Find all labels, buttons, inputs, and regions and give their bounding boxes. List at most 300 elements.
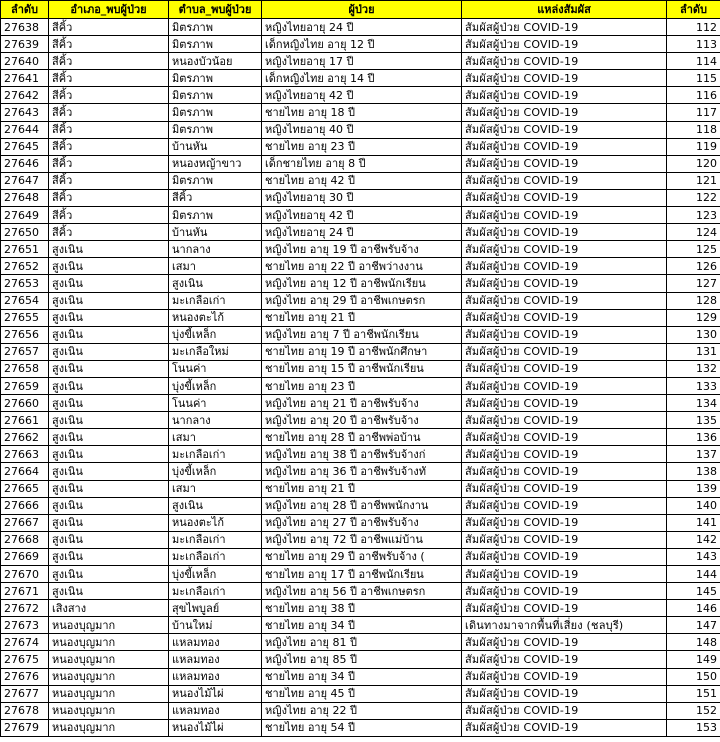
cell-seq: 148 — [667, 634, 720, 651]
table-row — [1, 309, 720, 326]
cell-amphoe: สูงเนิน — [49, 463, 169, 480]
cell-amphoe: สีคิ้ว — [49, 138, 169, 155]
cell-id: 27657 — [1, 343, 49, 360]
table-body — [1, 19, 720, 737]
table-row — [1, 600, 720, 617]
cell-amphoe: สูงเนิน — [49, 429, 169, 446]
cell-source: สัมผัสผู้ป่วย COVID-19 — [462, 600, 667, 617]
cell-patient: ชายไทย อายุ 28 ปี อาชีพพ่อบ้าน — [262, 429, 462, 446]
cell-patient: หญิงไทย อายุ 29 ปี อาชีพเกษตรก — [262, 292, 462, 309]
cell-amphoe: สีคิ้ว — [49, 36, 169, 53]
header-id: ลำดับ — [1, 1, 49, 19]
cell-id: 27664 — [1, 463, 49, 480]
cell-patient: หญิงไทย อายุ 28 ปี อาชีพพนักงาน — [262, 497, 462, 514]
cell-amphoe: สูงเนิน — [49, 531, 169, 548]
cell-tambon: เสมา — [169, 258, 262, 275]
cell-id: 27638 — [1, 19, 49, 36]
cell-source: สัมผัสผู้ป่วย COVID-19 — [462, 224, 667, 241]
cell-seq: 150 — [667, 668, 720, 685]
cell-patient: หญิงไทย อายุ 36 ปี อาชีพรับจ้างทั — [262, 463, 462, 480]
cell-seq: 128 — [667, 292, 720, 309]
cell-patient: ชายไทย อายุ 21 ปี — [262, 309, 462, 326]
cell-tambon: มะเกลือเก่า — [169, 583, 262, 600]
cell-tambon: มิตรภาพ — [169, 172, 262, 189]
cell-amphoe: หนองบุญมาก — [49, 719, 169, 736]
table-row — [1, 241, 720, 258]
cell-patient: ชายไทย อายุ 15 ปี อาชีพนักเรียน — [262, 360, 462, 377]
cell-tambon: หนองหญ้าขาว — [169, 155, 262, 172]
table-row — [1, 70, 720, 87]
table-row — [1, 19, 720, 36]
cell-tambon: มะเกลือเก่า — [169, 531, 262, 548]
cell-amphoe: สีคิ้ว — [49, 70, 169, 87]
cell-seq: 138 — [667, 463, 720, 480]
cell-amphoe: หนองบุญมาก — [49, 668, 169, 685]
cell-amphoe: สีคิ้ว — [49, 87, 169, 104]
cell-patient: หญิงไทย อายุ 38 ปี อาชีพรับจ้างก่ — [262, 446, 462, 463]
table-row — [1, 275, 720, 292]
table-row — [1, 224, 720, 241]
cell-tambon: หนองไม้ไผ่ — [169, 719, 262, 736]
cell-patient: ชายไทย อายุ 54 ปี — [262, 719, 462, 736]
cell-seq: 135 — [667, 412, 720, 429]
cell-id: 27653 — [1, 275, 49, 292]
cell-source: สัมผัสผู้ป่วย COVID-19 — [462, 429, 667, 446]
cell-source: สัมผัสผู้ป่วย COVID-19 — [462, 497, 667, 514]
table-row — [1, 429, 720, 446]
table-row — [1, 343, 720, 360]
cell-tambon: บุ่งขี้เหล็ก — [169, 463, 262, 480]
cell-tambon: บ้านหัน — [169, 224, 262, 241]
cell-patient: หญิงไทย อายุ 20 ปี อาชีพรับจ้าง — [262, 412, 462, 429]
cell-id: 27641 — [1, 70, 49, 87]
cell-seq: 125 — [667, 241, 720, 258]
cell-amphoe: เสิงสาง — [49, 600, 169, 617]
cell-amphoe: สีคิ้ว — [49, 19, 169, 36]
cell-source: สัมผัสผู้ป่วย COVID-19 — [462, 514, 667, 531]
cell-tambon: มิตรภาพ — [169, 87, 262, 104]
cell-tambon: สูงเนิน — [169, 275, 262, 292]
cell-amphoe: หนองบุญมาก — [49, 685, 169, 702]
table-row — [1, 360, 720, 377]
cell-id: 27668 — [1, 531, 49, 548]
cell-seq: 143 — [667, 548, 720, 565]
cell-source: สัมผัสผู้ป่วย COVID-19 — [462, 241, 667, 258]
cell-amphoe: สูงเนิน — [49, 258, 169, 275]
cell-patient: หญิงไทย อายุ 27 ปี อาชีพรับจ้าง — [262, 514, 462, 531]
cell-patient: ชายไทย อายุ 23 ปี — [262, 138, 462, 155]
cell-seq: 112 — [667, 19, 720, 36]
cell-patient: หญิงไทย อายุ 19 ปี อาชีพรับจ้าง — [262, 241, 462, 258]
cell-patient: ชายไทย อายุ 22 ปี อาชีพว่างงาน — [262, 258, 462, 275]
cell-patient: ชายไทย อายุ 18 ปี — [262, 104, 462, 121]
cell-tambon: มะเกลือใหม่ — [169, 343, 262, 360]
cell-source: สัมผัสผู้ป่วย COVID-19 — [462, 685, 667, 702]
cell-seq: 134 — [667, 395, 720, 412]
cell-tambon: แหลมทอง — [169, 651, 262, 668]
cell-amphoe: สีคิ้ว — [49, 53, 169, 70]
cell-patient: หญิงไทยอายุ 40 ปี — [262, 121, 462, 138]
cell-tambon: หนองบัวน้อย — [169, 53, 262, 70]
cell-seq: 144 — [667, 566, 720, 583]
header-patient: ผู้ป่วย — [262, 1, 462, 19]
cell-id: 27650 — [1, 224, 49, 241]
cell-source: สัมผัสผู้ป่วย COVID-19 — [462, 292, 667, 309]
header-tambon: ตำบล_พบผู้ป่วย — [169, 1, 262, 19]
cell-source: สัมผัสผู้ป่วย COVID-19 — [462, 189, 667, 206]
cell-tambon: สีคิ้ว — [169, 189, 262, 206]
header-source: แหล่งสัมผัส — [462, 1, 667, 19]
cell-seq: 149 — [667, 651, 720, 668]
cell-seq: 151 — [667, 685, 720, 702]
cell-tambon: นากลาง — [169, 241, 262, 258]
cell-id: 27660 — [1, 395, 49, 412]
cell-amphoe: สูงเนิน — [49, 480, 169, 497]
cell-tambon: มิตรภาพ — [169, 19, 262, 36]
cell-source: สัมผัสผู้ป่วย COVID-19 — [462, 377, 667, 394]
cell-source: สัมผัสผู้ป่วย COVID-19 — [462, 583, 667, 600]
cell-seq: 123 — [667, 207, 720, 224]
cell-amphoe: สีคิ้ว — [49, 172, 169, 189]
cell-amphoe: สูงเนิน — [49, 514, 169, 531]
cell-tambon: มะเกลือเก่า — [169, 548, 262, 565]
table-row — [1, 497, 720, 514]
cell-source: เดินทางมาจากพื้นที่เสี่ยง (ชลบุรี) — [462, 617, 667, 634]
cell-id: 27662 — [1, 429, 49, 446]
table-row — [1, 207, 720, 224]
cell-amphoe: สูงเนิน — [49, 497, 169, 514]
cell-amphoe: สูงเนิน — [49, 326, 169, 343]
header-amphoe: อำเภอ_พบผู้ป่วย — [49, 1, 169, 19]
cell-tambon: แหลมทอง — [169, 668, 262, 685]
cell-id: 27648 — [1, 189, 49, 206]
cell-amphoe: สูงเนิน — [49, 412, 169, 429]
cell-tambon: หนองไม้ไผ่ — [169, 685, 262, 702]
cell-patient: หญิงไทยอายุ 24 ปี — [262, 224, 462, 241]
cell-id: 27673 — [1, 617, 49, 634]
cell-tambon: โนนค่า — [169, 360, 262, 377]
cell-amphoe: สูงเนิน — [49, 548, 169, 565]
cell-seq: 152 — [667, 702, 720, 719]
cell-patient: ชายไทย อายุ 21 ปี — [262, 480, 462, 497]
cell-id: 27643 — [1, 104, 49, 121]
cell-seq: 139 — [667, 480, 720, 497]
cell-patient: หญิงไทย อายุ 85 ปี — [262, 651, 462, 668]
cell-patient: ชายไทย อายุ 34 ปี — [262, 668, 462, 685]
cell-tambon: หนองตะไก้ — [169, 309, 262, 326]
cell-seq: 124 — [667, 224, 720, 241]
cell-tambon: มิตรภาพ — [169, 121, 262, 138]
cell-tambon: สูงเนิน — [169, 497, 262, 514]
cell-id: 27649 — [1, 207, 49, 224]
table-row — [1, 53, 720, 70]
cell-source: สัมผัสผู้ป่วย COVID-19 — [462, 207, 667, 224]
cell-seq: 129 — [667, 309, 720, 326]
cell-patient: เด็กหญิงไทย อายุ 12 ปี — [262, 36, 462, 53]
cell-amphoe: สูงเนิน — [49, 566, 169, 583]
cell-tambon: เสมา — [169, 429, 262, 446]
table-row — [1, 172, 720, 189]
cell-patient: หญิงไทยอายุ 30 ปี — [262, 189, 462, 206]
table-row — [1, 531, 720, 548]
cell-patient: หญิงไทยอายุ 17 ปี — [262, 53, 462, 70]
cell-id: 27656 — [1, 326, 49, 343]
table-row — [1, 668, 720, 685]
cell-amphoe: สูงเนิน — [49, 292, 169, 309]
cell-id: 27655 — [1, 309, 49, 326]
cell-patient: หญิงไทย อายุ 72 ปี อาชีพแม่บ้าน — [262, 531, 462, 548]
cell-seq: 116 — [667, 87, 720, 104]
cell-patient: หญิงไทย อายุ 7 ปี อาชีพนักเรียน — [262, 326, 462, 343]
cell-patient: หญิงไทย อายุ 56 ปี อาชีพเกษตรก — [262, 583, 462, 600]
cell-amphoe: สูงเนิน — [49, 583, 169, 600]
table-row — [1, 412, 720, 429]
cell-seq: 130 — [667, 326, 720, 343]
cell-source: สัมผัสผู้ป่วย COVID-19 — [462, 19, 667, 36]
table-row — [1, 719, 720, 736]
table-row — [1, 155, 720, 172]
cell-source: สัมผัสผู้ป่วย COVID-19 — [462, 702, 667, 719]
cell-amphoe: หนองบุญมาก — [49, 702, 169, 719]
cell-seq: 146 — [667, 600, 720, 617]
cell-patient: หญิงไทย อายุ 21 ปี อาชีพรับจ้าง — [262, 395, 462, 412]
cell-seq: 131 — [667, 343, 720, 360]
cell-tambon: แหลมทอง — [169, 702, 262, 719]
cell-amphoe: สูงเนิน — [49, 241, 169, 258]
cell-source: สัมผัสผู้ป่วย COVID-19 — [462, 651, 667, 668]
cell-source: สัมผัสผู้ป่วย COVID-19 — [462, 395, 667, 412]
cell-patient: หญิงไทยอายุ 42 ปี — [262, 87, 462, 104]
cell-amphoe: สีคิ้ว — [49, 207, 169, 224]
cell-tambon: หนองตะไก้ — [169, 514, 262, 531]
cell-id: 27676 — [1, 668, 49, 685]
cell-tambon: สุขไพบูลย์ — [169, 600, 262, 617]
table-row — [1, 566, 720, 583]
cell-id: 27679 — [1, 719, 49, 736]
table-row — [1, 583, 720, 600]
cell-patient: หญิงไทย อายุ 22 ปี — [262, 702, 462, 719]
cell-amphoe: หนองบุญมาก — [49, 617, 169, 634]
cell-id: 27639 — [1, 36, 49, 53]
cell-tambon: บุ่งขี้เหล็ก — [169, 326, 262, 343]
cell-id: 27674 — [1, 634, 49, 651]
cell-id: 27659 — [1, 377, 49, 394]
cell-patient: หญิงไทยอายุ 42 ปี — [262, 207, 462, 224]
table-row — [1, 463, 720, 480]
cell-id: 27667 — [1, 514, 49, 531]
cell-patient: ชายไทย อายุ 29 ปี อาชีพรับจ้าง ( — [262, 548, 462, 565]
cell-id: 27646 — [1, 155, 49, 172]
cell-tambon: นากลาง — [169, 412, 262, 429]
cell-source: สัมผัสผู้ป่วย COVID-19 — [462, 463, 667, 480]
cell-seq: 127 — [667, 275, 720, 292]
cell-patient: ชายไทย อายุ 42 ปี — [262, 172, 462, 189]
cell-tambon: บุ่งขี้เหล็ก — [169, 377, 262, 394]
cell-patient: เด็กหญิงไทย อายุ 14 ปี — [262, 70, 462, 87]
cell-source: สัมผัสผู้ป่วย COVID-19 — [462, 70, 667, 87]
header-seq: ลำดับ — [667, 1, 720, 19]
cell-source: สัมผัสผู้ป่วย COVID-19 — [462, 566, 667, 583]
cell-id: 27642 — [1, 87, 49, 104]
cell-patient: หญิงไทย อายุ 12 ปี อาชีพนักเรียน — [262, 275, 462, 292]
cell-patient: ชายไทย อายุ 45 ปี — [262, 685, 462, 702]
cell-id: 27669 — [1, 548, 49, 565]
cell-id: 27671 — [1, 583, 49, 600]
cell-source: สัมผัสผู้ป่วย COVID-19 — [462, 104, 667, 121]
cell-id: 27654 — [1, 292, 49, 309]
cell-seq: 113 — [667, 36, 720, 53]
cell-seq: 120 — [667, 155, 720, 172]
cell-tambon: บ้านหัน — [169, 138, 262, 155]
cell-source: สัมผัสผู้ป่วย COVID-19 — [462, 634, 667, 651]
cell-seq: 119 — [667, 138, 720, 155]
cell-tambon: มะเกลือเก่า — [169, 292, 262, 309]
cell-seq: 147 — [667, 617, 720, 634]
cell-source: สัมผัสผู้ป่วย COVID-19 — [462, 121, 667, 138]
cell-tambon: มิตรภาพ — [169, 70, 262, 87]
table-row — [1, 514, 720, 531]
cell-source: สัมผัสผู้ป่วย COVID-19 — [462, 309, 667, 326]
cell-seq: 153 — [667, 719, 720, 736]
cell-seq: 122 — [667, 189, 720, 206]
cell-tambon: มะเกลือเก่า — [169, 446, 262, 463]
cell-seq: 121 — [667, 172, 720, 189]
cell-tambon: บ้านใหม่ — [169, 617, 262, 634]
table-header — [1, 1, 720, 19]
cell-patient: ชายไทย อายุ 17 ปี อาชีพนักเรียน — [262, 566, 462, 583]
table-row — [1, 446, 720, 463]
table-row — [1, 548, 720, 565]
table-row — [1, 258, 720, 275]
cell-seq: 141 — [667, 514, 720, 531]
cell-id: 27665 — [1, 480, 49, 497]
cell-patient: หญิงไทย อายุ 81 ปี — [262, 634, 462, 651]
cell-seq: 118 — [667, 121, 720, 138]
cell-amphoe: สูงเนิน — [49, 377, 169, 394]
cell-amphoe: สูงเนิน — [49, 275, 169, 292]
cell-patient: ชายไทย อายุ 19 ปี อาชีพนักศึกษา — [262, 343, 462, 360]
table-row — [1, 634, 720, 651]
cell-patient: ชายไทย อายุ 23 ปี — [262, 377, 462, 394]
cell-amphoe: สีคิ้ว — [49, 155, 169, 172]
cell-id: 27677 — [1, 685, 49, 702]
cell-source: สัมผัสผู้ป่วย COVID-19 — [462, 53, 667, 70]
cell-amphoe: สีคิ้ว — [49, 121, 169, 138]
cell-patient: หญิงไทยอายุ 24 ปี — [262, 19, 462, 36]
cell-patient: ชายไทย อายุ 38 ปี — [262, 600, 462, 617]
cell-id: 27644 — [1, 121, 49, 138]
table-row — [1, 326, 720, 343]
cell-source: สัมผัสผู้ป่วย COVID-19 — [462, 36, 667, 53]
cell-id: 27675 — [1, 651, 49, 668]
header-row — [1, 1, 720, 19]
cell-patient: ชายไทย อายุ 34 ปี — [262, 617, 462, 634]
cell-id: 27661 — [1, 412, 49, 429]
cell-seq: 140 — [667, 497, 720, 514]
table-row — [1, 36, 720, 53]
cell-source: สัมผัสผู้ป่วย COVID-19 — [462, 531, 667, 548]
cell-id: 27645 — [1, 138, 49, 155]
table-row — [1, 87, 720, 104]
cell-tambon: เสมา — [169, 480, 262, 497]
cell-tambon: มิตรภาพ — [169, 207, 262, 224]
cell-source: สัมผัสผู้ป่วย COVID-19 — [462, 258, 667, 275]
cell-amphoe: สีคิ้ว — [49, 189, 169, 206]
cell-seq: 137 — [667, 446, 720, 463]
cell-source: สัมผัสผู้ป่วย COVID-19 — [462, 172, 667, 189]
cell-source: สัมผัสผู้ป่วย COVID-19 — [462, 326, 667, 343]
cell-seq: 114 — [667, 53, 720, 70]
cell-source: สัมผัสผู้ป่วย COVID-19 — [462, 87, 667, 104]
cell-id: 27670 — [1, 566, 49, 583]
cell-amphoe: หนองบุญมาก — [49, 651, 169, 668]
cell-seq: 126 — [667, 258, 720, 275]
table-row — [1, 651, 720, 668]
cell-source: สัมผัสผู้ป่วย COVID-19 — [462, 548, 667, 565]
cell-id: 27640 — [1, 53, 49, 70]
cell-source: สัมผัสผู้ป่วย COVID-19 — [462, 480, 667, 497]
cell-id: 27658 — [1, 360, 49, 377]
table-row — [1, 121, 720, 138]
cell-source: สัมผัสผู้ป่วย COVID-19 — [462, 155, 667, 172]
table-row — [1, 480, 720, 497]
cell-seq: 145 — [667, 583, 720, 600]
cell-id: 27647 — [1, 172, 49, 189]
cell-amphoe: สูงเนิน — [49, 360, 169, 377]
cell-id: 27663 — [1, 446, 49, 463]
cell-source: สัมผัสผู้ป่วย COVID-19 — [462, 412, 667, 429]
cell-seq: 115 — [667, 70, 720, 87]
cell-seq: 132 — [667, 360, 720, 377]
cell-seq: 117 — [667, 104, 720, 121]
table-row — [1, 138, 720, 155]
cell-tambon: มิตรภาพ — [169, 104, 262, 121]
table-row — [1, 617, 720, 634]
cell-amphoe: สูงเนิน — [49, 309, 169, 326]
table-row — [1, 685, 720, 702]
cell-source: สัมผัสผู้ป่วย COVID-19 — [462, 343, 667, 360]
cell-id: 27678 — [1, 702, 49, 719]
cell-patient: เด็กชายไทย อายุ 8 ปี — [262, 155, 462, 172]
cell-seq: 142 — [667, 531, 720, 548]
cell-id: 27652 — [1, 258, 49, 275]
cell-tambon: แหลมทอง — [169, 634, 262, 651]
table-row — [1, 104, 720, 121]
cell-tambon: มิตรภาพ — [169, 36, 262, 53]
cell-amphoe: หนองบุญมาก — [49, 634, 169, 651]
cell-id: 27666 — [1, 497, 49, 514]
table-row — [1, 395, 720, 412]
cell-id: 27672 — [1, 600, 49, 617]
cell-amphoe: สูงเนิน — [49, 395, 169, 412]
cell-amphoe: สีคิ้ว — [49, 224, 169, 241]
cell-source: สัมผัสผู้ป่วย COVID-19 — [462, 275, 667, 292]
cell-id: 27651 — [1, 241, 49, 258]
cell-amphoe: สูงเนิน — [49, 446, 169, 463]
cell-source: สัมผัสผู้ป่วย COVID-19 — [462, 446, 667, 463]
cell-source: สัมผัสผู้ป่วย COVID-19 — [462, 668, 667, 685]
cell-tambon: โนนค่า — [169, 395, 262, 412]
cell-source: สัมผัสผู้ป่วย COVID-19 — [462, 360, 667, 377]
cell-source: สัมผัสผู้ป่วย COVID-19 — [462, 138, 667, 155]
table-row — [1, 292, 720, 309]
table-row — [1, 377, 720, 394]
cell-source: สัมผัสผู้ป่วย COVID-19 — [462, 719, 667, 736]
cell-seq: 136 — [667, 429, 720, 446]
table-row — [1, 189, 720, 206]
cell-tambon: บุ่งขี้เหล็ก — [169, 566, 262, 583]
cell-seq: 133 — [667, 377, 720, 394]
